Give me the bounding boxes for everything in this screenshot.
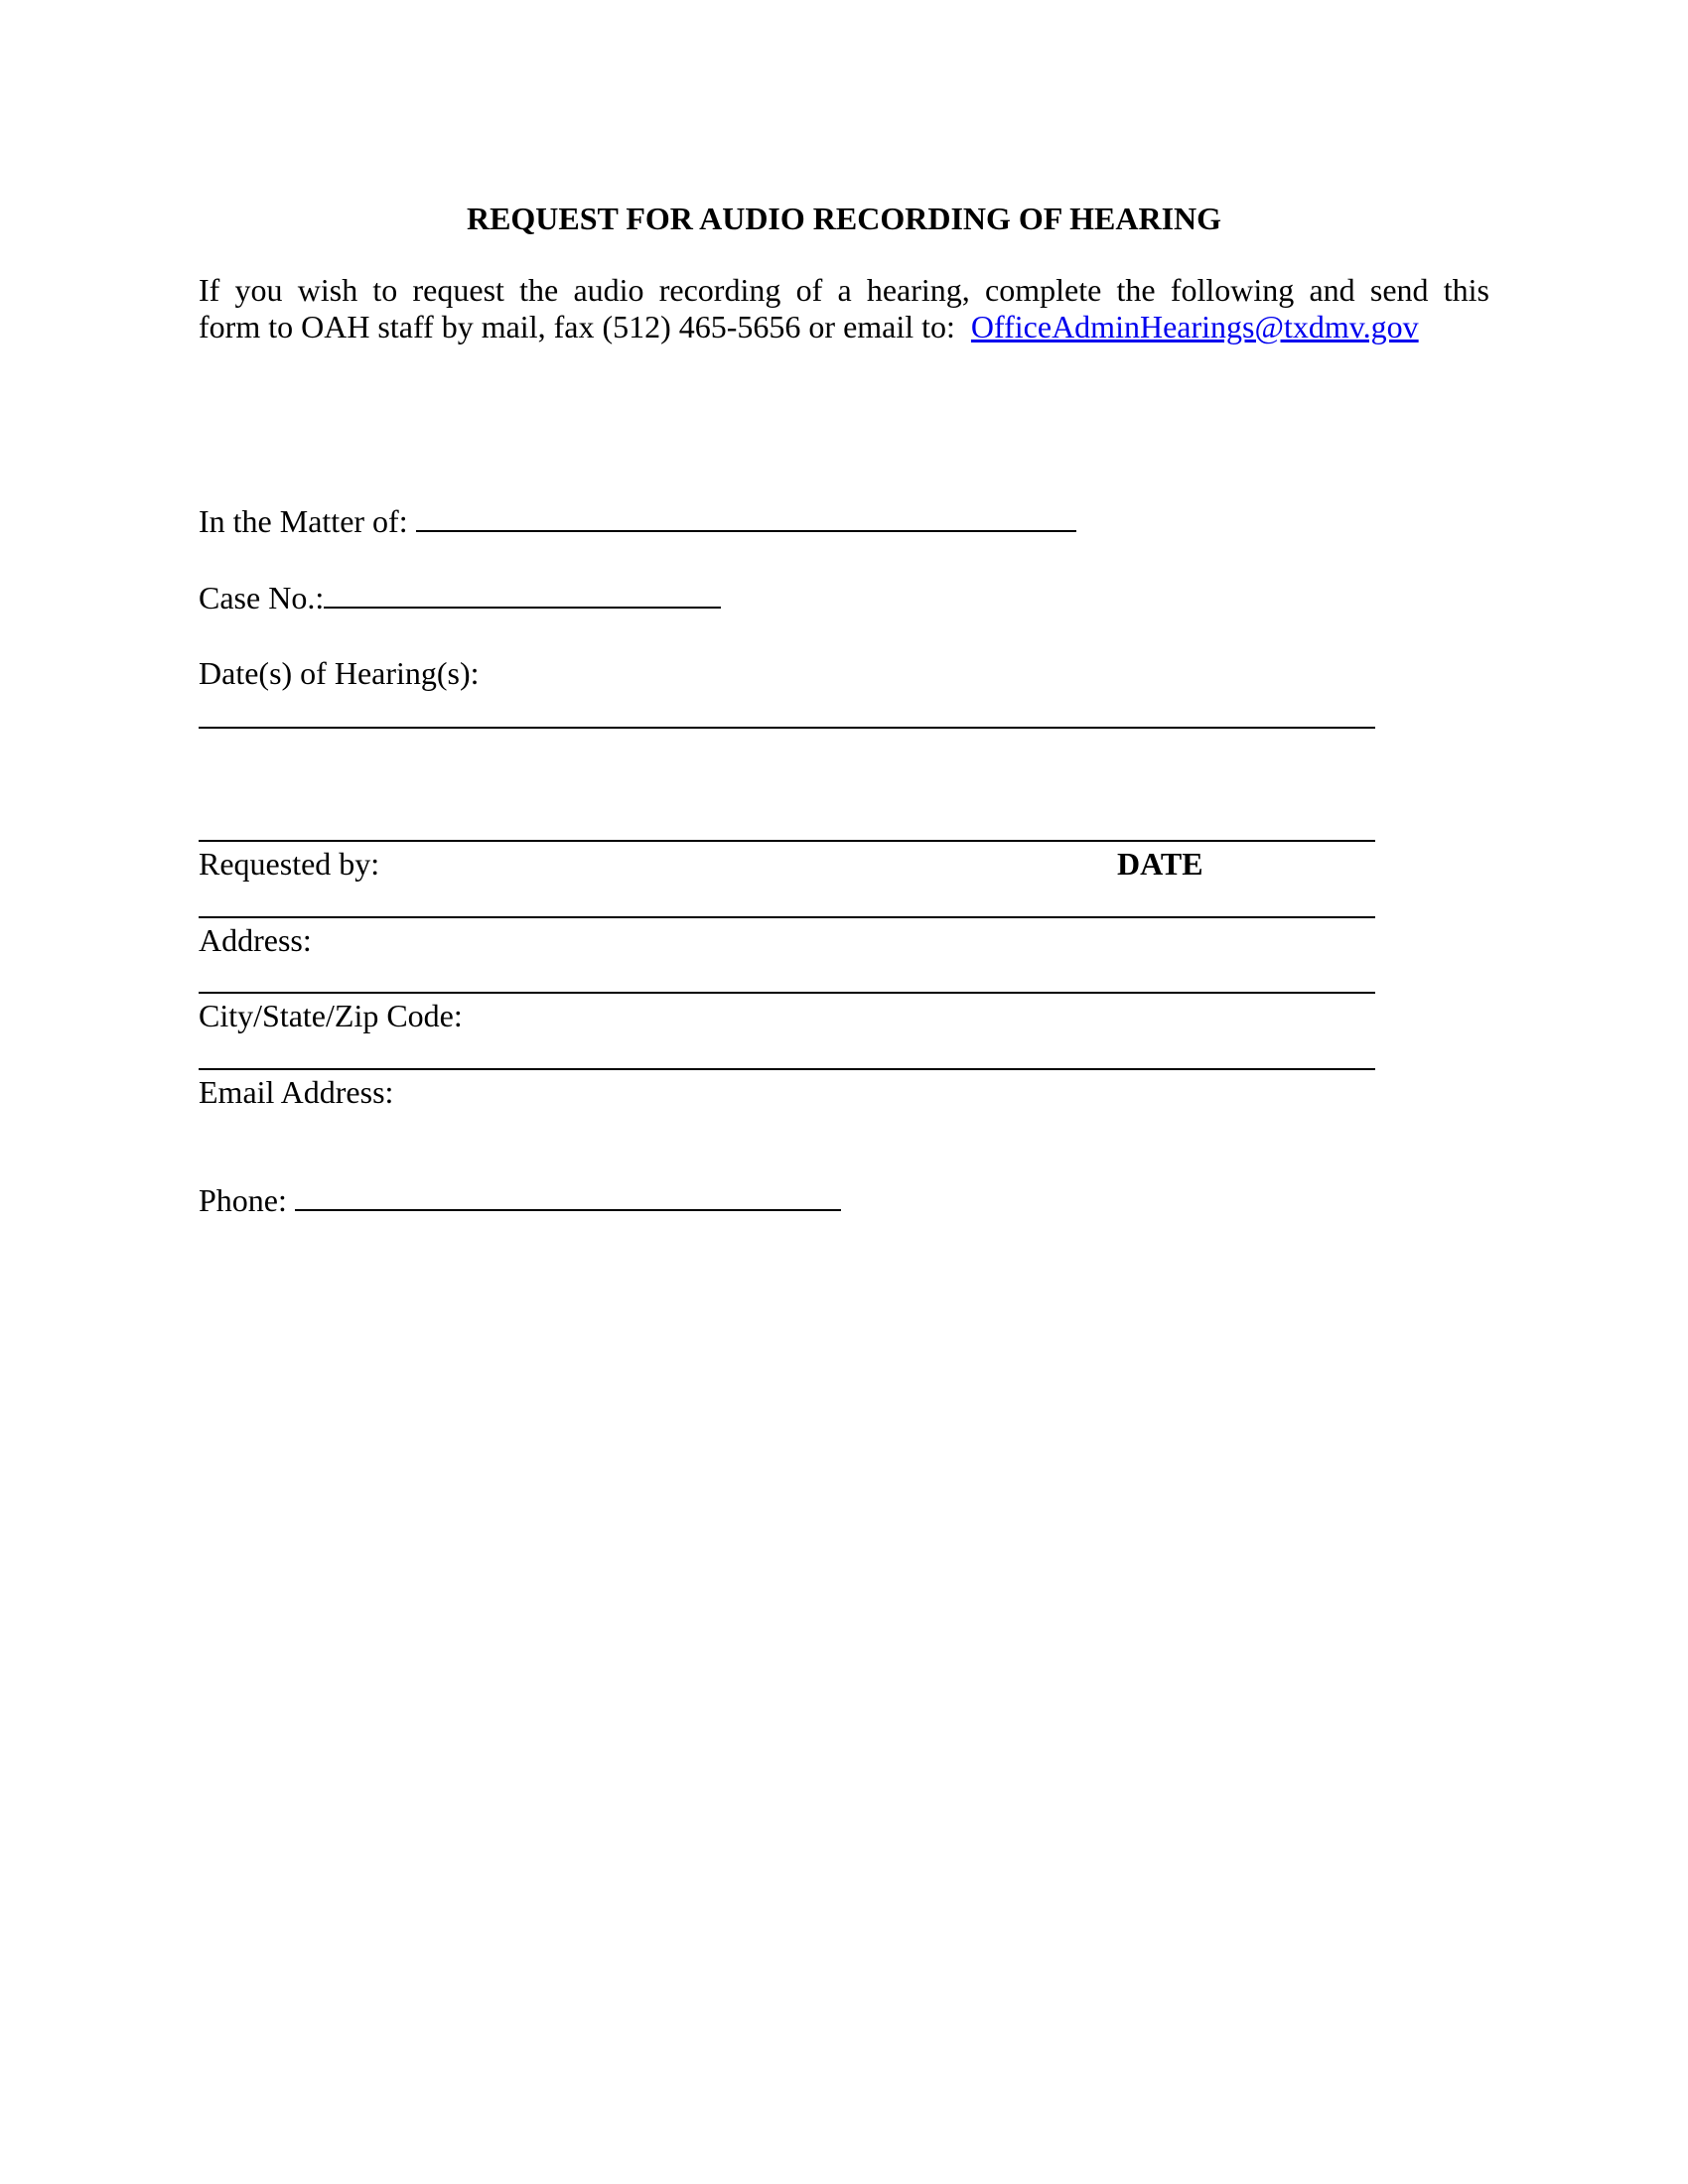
case-no-blank[interactable]	[324, 579, 721, 609]
requested-by-blank[interactable]	[199, 840, 1375, 842]
requested-by-label: Requested by:	[199, 846, 380, 882]
intro-line-2	[199, 309, 1489, 345]
intro-paragraph	[199, 272, 1489, 345]
city-state-zip-label: City/State/Zip Code:	[199, 998, 463, 1033]
email-blank[interactable]	[199, 1068, 1375, 1070]
address-blank[interactable]	[199, 916, 1375, 918]
intro-line-2-text: form to OAH staff by mail, fax (512) 465-5656 or email to:	[199, 309, 955, 344]
dates-blank[interactable]	[199, 727, 1375, 729]
address-label: Address:	[199, 922, 312, 958]
matter-field	[199, 501, 1076, 541]
phone-field	[199, 1180, 841, 1220]
intro-line-1: If you wish to request the audio recording of a hearing, complete the following and send this	[199, 272, 1489, 308]
email-link[interactable]: OfficeAdminHearings@txdmv.gov	[970, 309, 1419, 344]
matter-blank[interactable]	[416, 502, 1076, 532]
phone-blank[interactable]	[295, 1181, 841, 1211]
case-no-field	[199, 578, 721, 617]
form-title: REQUEST FOR AUDIO RECORDING OF HEARING	[466, 201, 1222, 236]
date-label: DATE	[1117, 846, 1203, 882]
case-no-label: Case No.:	[199, 580, 325, 615]
matter-label: In the Matter of:	[199, 503, 408, 539]
email-label: Email Address:	[199, 1074, 394, 1110]
city-state-zip-blank[interactable]	[199, 992, 1375, 994]
dates-label: Date(s) of Hearing(s):	[199, 655, 480, 691]
phone-label: Phone:	[199, 1182, 287, 1218]
